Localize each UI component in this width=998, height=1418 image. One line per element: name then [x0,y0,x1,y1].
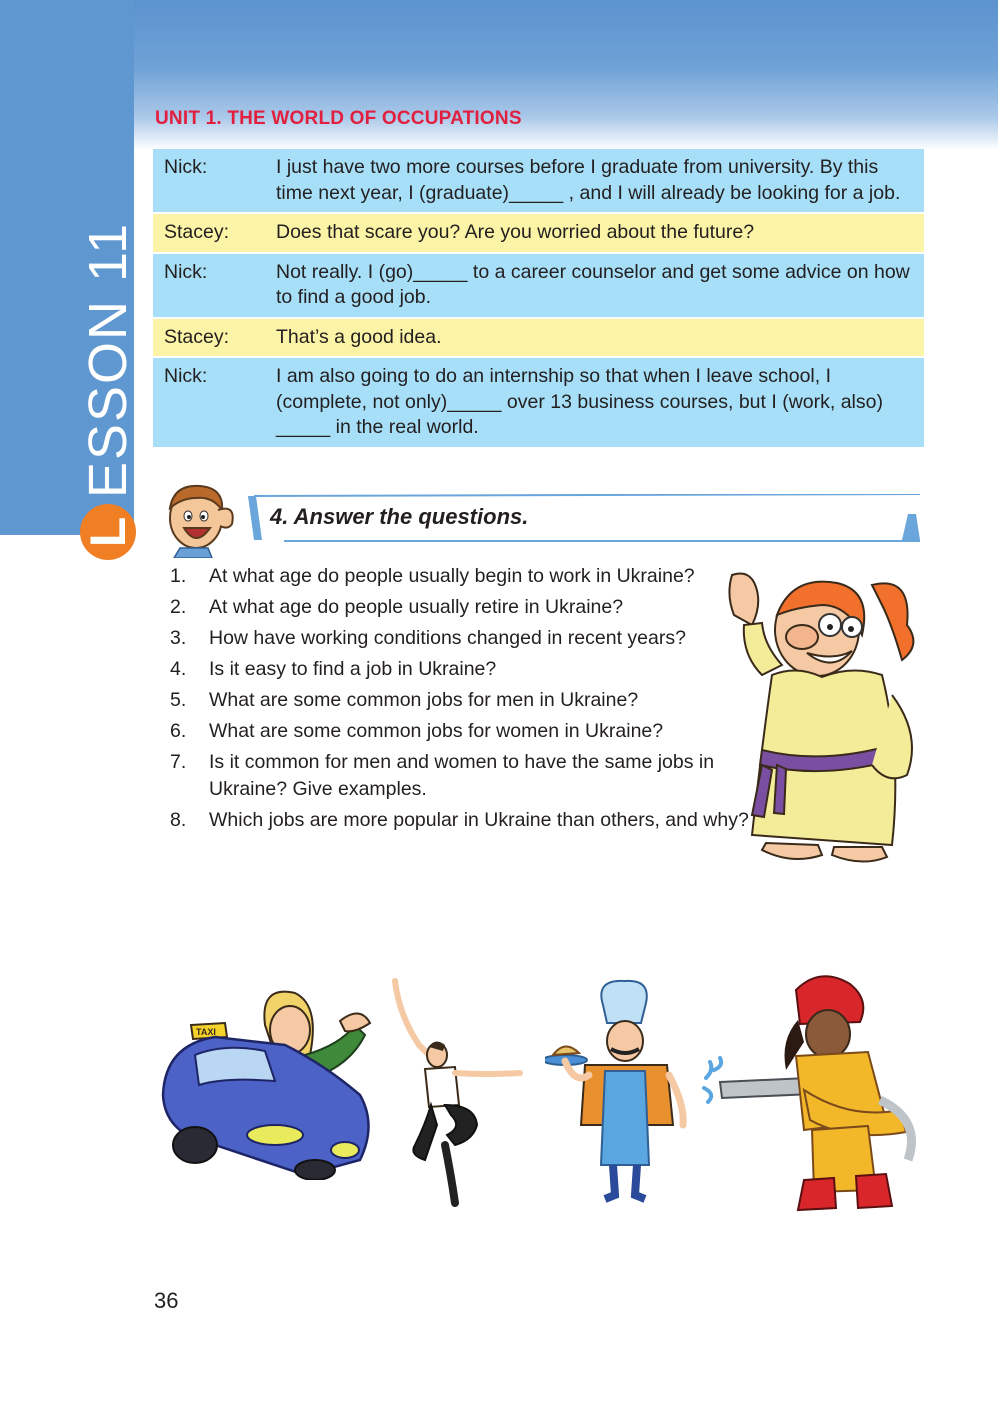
unit-title: UNIT 1. THE WORLD OF OCCUPATIONS [155,108,522,129]
page-number: 36 [154,1288,179,1313]
dialogue-speaker: Nick: [164,365,208,387]
question-number: 7. [170,751,187,773]
dialogue-row [153,319,924,359]
question-text: Is it common for men and women to have the same jobs in Ukraine? Give examples. [209,751,715,800]
dialogue-speaker: Nick: [164,260,208,283]
dialogue-speaker: Nick: [164,156,208,178]
ballet-dancer-illustration [385,975,525,1210]
exercise-title: 4. Answer the questions. [270,504,529,529]
exercise-header [152,478,924,548]
dialogue-table [153,149,924,449]
lesson-number-text: ESSON 11 [78,221,138,498]
question-text: How have working conditions changed in recent years? [209,627,686,649]
dialogue-line: I just have two more courses before I graduate from university. By this time next year, I (graduate)_____ , and I will already be looking for a job. [276,156,901,204]
question-number: 6. [170,720,187,742]
question-text: Is it easy to find a job in Ukraine? [209,658,497,680]
dialogue-row [153,214,924,254]
chef-illustration [545,975,700,1205]
question-text: At what age do people usually retire in Ukraine? [209,596,624,618]
question-text: What are some common jobs for women in Ukraine? [209,720,664,742]
dialogue-speaker: Stacey: [164,221,230,243]
question-number: 1. [170,565,187,587]
question-number: 2. [170,596,187,618]
woman-in-robe-illustration [722,565,927,875]
dialogue-speaker: Stacey: [164,325,230,348]
dialogue-line: That’s a good idea. [276,325,442,348]
lesson-label [78,180,138,560]
question-number: 3. [170,627,187,649]
question-number: 4. [170,658,187,680]
question-number: 8. [170,809,187,831]
taxi-sign-text: TAXI [196,1027,216,1037]
dialogue-line: Not really. I (go)_____ to a career counselor and get some advice on how to find a good job. [276,260,910,308]
dialogue-line: I am also going to do an internship so that when I leave school, I (complete, not only)_____ over 13 business courses, but I (work, also) _____ in the real world. [276,365,883,438]
dialogue-row [153,358,924,449]
dialogue-line: Does that scare you? Are you worried about the future? [276,221,755,243]
question-text: At what age do people usually begin to work in Ukraine? [209,565,695,587]
taxi-driver-illustration [155,985,380,1180]
firefighter-illustration [700,970,925,1215]
dialogue-row [153,254,924,319]
question-text: Which jobs are more popular in Ukraine than others, and why? [209,809,749,831]
boy-shouting-icon [152,478,252,558]
question-number: 5. [170,689,187,711]
lesson-letter-circle: L [80,504,136,560]
question-text: What are some common jobs for men in Ukraine? [209,689,639,711]
dialogue-row [153,149,924,214]
